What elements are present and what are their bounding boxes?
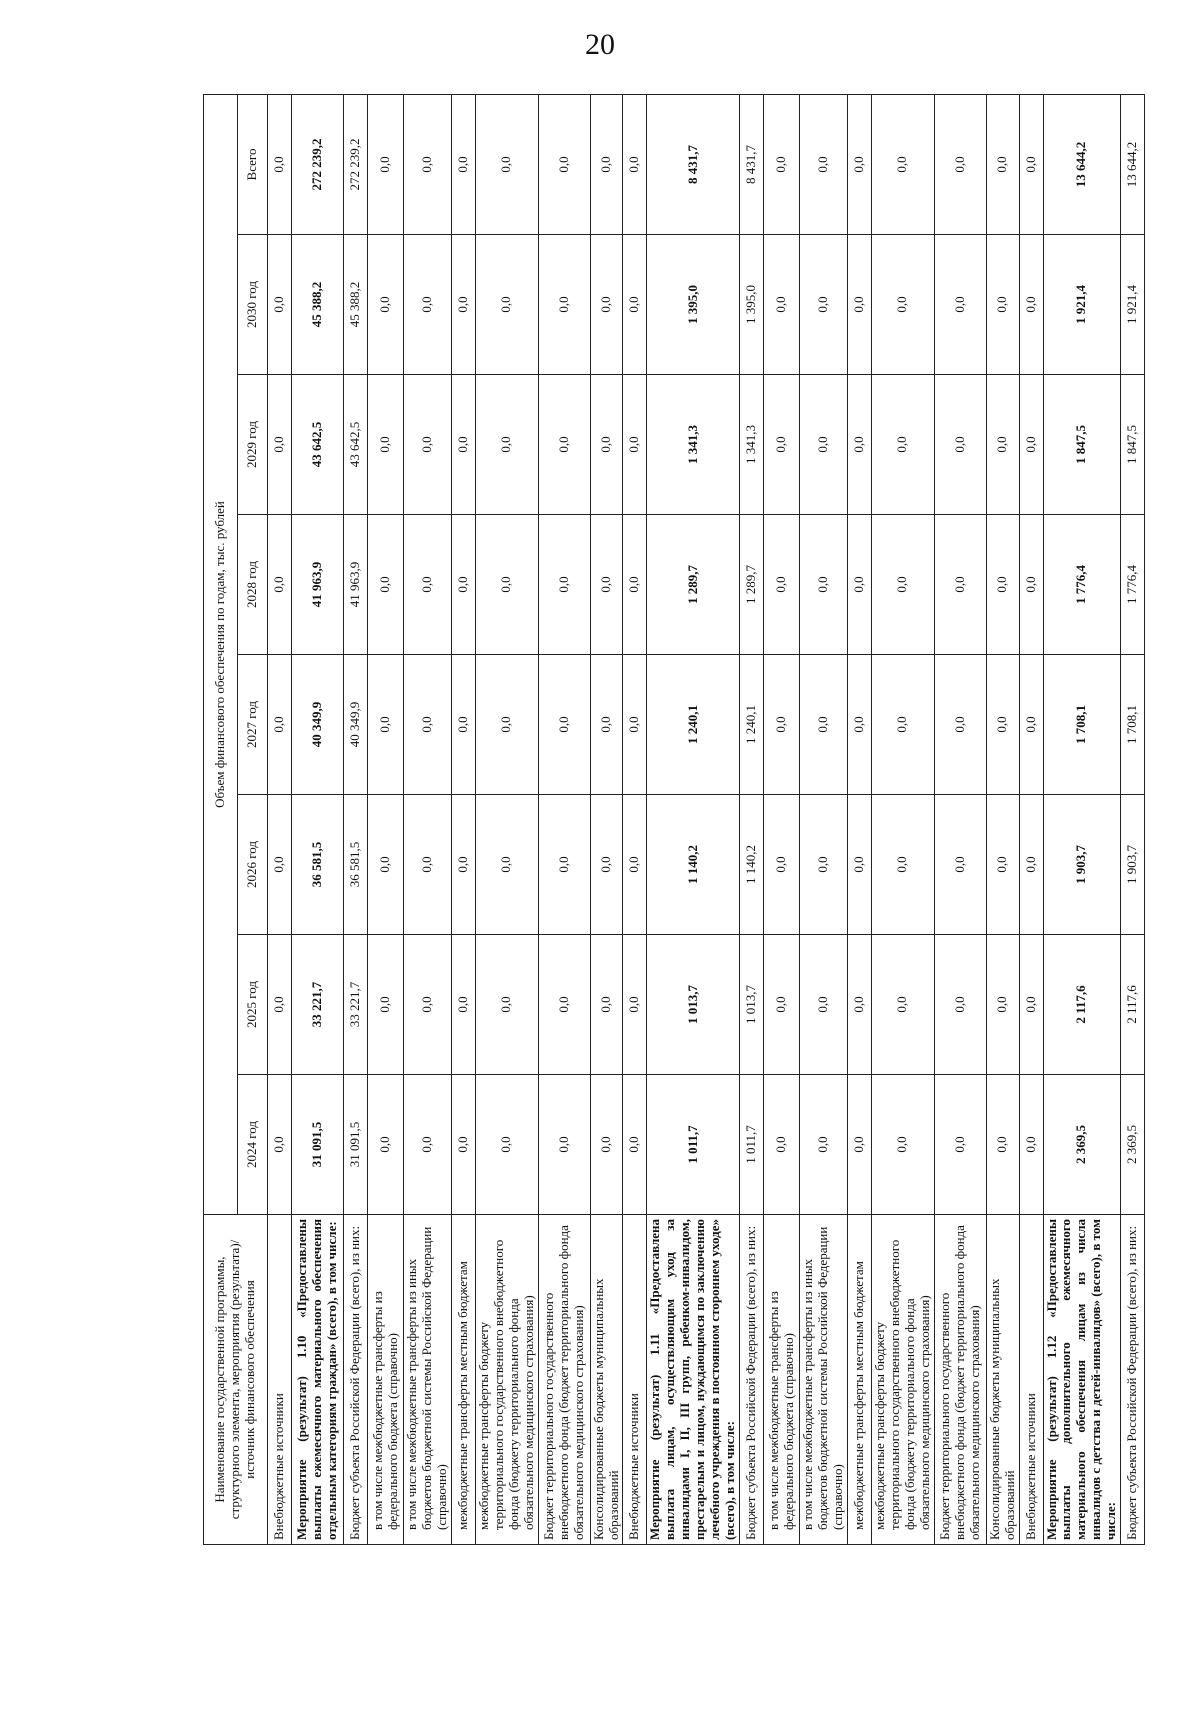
cell-value: 1 395,0 bbox=[740, 235, 764, 375]
cell-value: 0,0 bbox=[623, 235, 647, 375]
cell-value: 1 903,7 bbox=[1043, 795, 1121, 935]
cell-total: 0,0 bbox=[847, 94, 871, 234]
cell-total: 0,0 bbox=[871, 94, 934, 234]
table-row bbox=[344, 94, 368, 1544]
table-row bbox=[740, 94, 764, 1544]
header-group: Объем финансового обеспечения по годам, тыс. рублей bbox=[204, 94, 238, 1214]
cell-value: 0,0 bbox=[404, 375, 452, 515]
cell-value: 1 708,1 bbox=[1043, 655, 1121, 795]
cell-value: 0,0 bbox=[538, 795, 590, 935]
cell-total: 272 239,2 bbox=[292, 94, 344, 234]
cell-value: 0,0 bbox=[590, 795, 623, 935]
cell-value: 0,0 bbox=[368, 515, 404, 655]
row-label: Внебюджетные источники bbox=[1019, 1215, 1043, 1545]
cell-value: 1 011,7 bbox=[740, 1075, 764, 1215]
cell-value: 0,0 bbox=[538, 655, 590, 795]
cell-value: 0,0 bbox=[268, 1075, 292, 1215]
cell-value: 1 289,7 bbox=[647, 515, 740, 655]
cell-value: 0,0 bbox=[847, 795, 871, 935]
cell-value: 1 011,7 bbox=[647, 1075, 740, 1215]
cell-value: 0,0 bbox=[847, 235, 871, 375]
cell-value: 0,0 bbox=[451, 795, 475, 935]
cell-total: 0,0 bbox=[590, 94, 623, 234]
row-label: Консолидированные бюджеты муниципальных образований bbox=[590, 1215, 623, 1545]
header-total: Всего bbox=[238, 94, 268, 234]
row-label: Бюджет территориального государственного внебюджетного фонда (бюджет территориального фонда обязательного медицинского страхования) bbox=[538, 1215, 590, 1545]
cell-value: 1 921,4 bbox=[1043, 235, 1121, 375]
cell-value: 0,0 bbox=[764, 1075, 800, 1215]
table-row bbox=[292, 94, 344, 1544]
cell-value: 0,0 bbox=[368, 375, 404, 515]
cell-value: 0,0 bbox=[934, 795, 986, 935]
table-row bbox=[268, 94, 292, 1544]
cell-value: 0,0 bbox=[268, 375, 292, 515]
cell-value: 0,0 bbox=[800, 935, 848, 1075]
table-row bbox=[590, 94, 623, 1544]
cell-value: 0,0 bbox=[986, 795, 1019, 935]
cell-value: 0,0 bbox=[764, 515, 800, 655]
row-label: Мероприятие (результат) 1.11 «Предоставлена выплата лицам, осуществляющим уход за инвалидами I, II, III групп, ребенком-инвалидом, престарелым и лицом, нуждающимся по заключению лечебного учреждения в постоянном стороннем уходе» (всего), в том числе: bbox=[647, 1215, 740, 1545]
cell-value: 1 395,0 bbox=[647, 235, 740, 375]
table-row bbox=[451, 94, 475, 1544]
cell-value: 0,0 bbox=[847, 1075, 871, 1215]
cell-value: 0,0 bbox=[590, 515, 623, 655]
cell-value: 0,0 bbox=[1019, 375, 1043, 515]
cell-value: 40 349,9 bbox=[292, 655, 344, 795]
cell-value: 45 388,2 bbox=[292, 235, 344, 375]
table-row bbox=[934, 94, 986, 1544]
cell-total: 0,0 bbox=[623, 94, 647, 234]
cell-value: 0,0 bbox=[590, 655, 623, 795]
cell-value: 0,0 bbox=[764, 375, 800, 515]
cell-value: 0,0 bbox=[800, 795, 848, 935]
cell-total: 0,0 bbox=[404, 94, 452, 234]
cell-value: 1 708,1 bbox=[1121, 655, 1145, 795]
cell-value: 0,0 bbox=[1019, 795, 1043, 935]
cell-value: 0,0 bbox=[986, 375, 1019, 515]
table-row bbox=[800, 94, 848, 1544]
cell-value: 1 289,7 bbox=[740, 515, 764, 655]
cell-value: 0,0 bbox=[764, 235, 800, 375]
table-row bbox=[871, 94, 934, 1544]
cell-value: 0,0 bbox=[871, 935, 934, 1075]
table-row bbox=[538, 94, 590, 1544]
cell-value: 0,0 bbox=[404, 515, 452, 655]
cell-value: 0,0 bbox=[268, 515, 292, 655]
cell-value: 0,0 bbox=[986, 235, 1019, 375]
cell-total: 0,0 bbox=[800, 94, 848, 234]
cell-value: 0,0 bbox=[986, 515, 1019, 655]
table-row bbox=[1121, 94, 1145, 1544]
row-label: межбюджетные трансферты местным бюджетам bbox=[847, 1215, 871, 1545]
cell-value: 0,0 bbox=[871, 655, 934, 795]
cell-value: 0,0 bbox=[404, 235, 452, 375]
table-row bbox=[623, 94, 647, 1544]
cell-value: 0,0 bbox=[934, 1075, 986, 1215]
cell-value: 0,0 bbox=[538, 235, 590, 375]
row-label: в том числе межбюджетные трансферты из федерального бюджета (справочно) bbox=[764, 1215, 800, 1545]
cell-value: 0,0 bbox=[1019, 655, 1043, 795]
cell-value: 0,0 bbox=[623, 655, 647, 795]
cell-value: 1 013,7 bbox=[740, 935, 764, 1075]
cell-value: 36 581,5 bbox=[344, 795, 368, 935]
cell-value: 1 140,2 bbox=[740, 795, 764, 935]
cell-value: 31 091,5 bbox=[344, 1075, 368, 1215]
cell-value: 0,0 bbox=[623, 795, 647, 935]
cell-value: 2 117,6 bbox=[1043, 935, 1121, 1075]
cell-value: 43 642,5 bbox=[292, 375, 344, 515]
row-label: в том числе межбюджетные трансферты из иных бюджетов бюджетной системы Российской Федерации (справочно) bbox=[800, 1215, 848, 1545]
cell-value: 2 369,5 bbox=[1121, 1075, 1145, 1215]
table-row bbox=[986, 94, 1019, 1544]
cell-value: 0,0 bbox=[268, 655, 292, 795]
cell-value: 0,0 bbox=[368, 935, 404, 1075]
cell-value: 0,0 bbox=[623, 375, 647, 515]
cell-value: 0,0 bbox=[451, 375, 475, 515]
cell-value: 0,0 bbox=[764, 655, 800, 795]
row-label: Мероприятие (результат) 1.10 «Предоставлены выплаты ежемесячного материального обеспечения отдельным категориям граждан» (всего), в том числе: bbox=[292, 1215, 344, 1545]
cell-value: 0,0 bbox=[268, 795, 292, 935]
table-body bbox=[268, 94, 1145, 1544]
cell-value: 0,0 bbox=[800, 655, 848, 795]
row-label: Мероприятие (результат) 1.12 «Предоставлены выплаты дополнительного ежемесячного материального обеспечения лицам из числа инвалидов с детства и детей-инвалидов» (всего), в том числе: bbox=[1043, 1215, 1121, 1545]
cell-value: 1 847,5 bbox=[1043, 375, 1121, 515]
cell-value: 45 388,2 bbox=[344, 235, 368, 375]
cell-value: 0,0 bbox=[871, 515, 934, 655]
cell-value: 0,0 bbox=[800, 515, 848, 655]
header-year: 2030 год bbox=[238, 235, 268, 375]
cell-total: 0,0 bbox=[451, 94, 475, 234]
cell-value: 1 776,4 bbox=[1121, 515, 1145, 655]
cell-value: 41 963,9 bbox=[292, 515, 344, 655]
table-row bbox=[368, 94, 404, 1544]
table-row bbox=[764, 94, 800, 1544]
cell-value: 1 140,2 bbox=[647, 795, 740, 935]
cell-value: 2 369,5 bbox=[1043, 1075, 1121, 1215]
cell-value: 0,0 bbox=[800, 375, 848, 515]
header-name: Наименование государственной программы, структурного элемента, мероприятия (результата)/источник финансового обеспечения bbox=[204, 1215, 268, 1545]
cell-value: 0,0 bbox=[934, 515, 986, 655]
cell-value: 0,0 bbox=[590, 935, 623, 1075]
cell-value: 0,0 bbox=[368, 235, 404, 375]
cell-value: 0,0 bbox=[368, 795, 404, 935]
cell-total: 8 431,7 bbox=[647, 94, 740, 234]
cell-value: 0,0 bbox=[623, 1075, 647, 1215]
cell-value: 0,0 bbox=[538, 375, 590, 515]
cell-total: 0,0 bbox=[934, 94, 986, 234]
cell-value: 0,0 bbox=[934, 655, 986, 795]
cell-value: 0,0 bbox=[475, 1075, 538, 1215]
cell-value: 0,0 bbox=[451, 655, 475, 795]
cell-value: 0,0 bbox=[986, 935, 1019, 1075]
cell-value: 41 963,9 bbox=[344, 515, 368, 655]
cell-value: 0,0 bbox=[847, 375, 871, 515]
cell-value: 0,0 bbox=[404, 655, 452, 795]
cell-value: 0,0 bbox=[475, 235, 538, 375]
cell-value: 0,0 bbox=[871, 375, 934, 515]
cell-value: 0,0 bbox=[800, 1075, 848, 1215]
cell-value: 0,0 bbox=[847, 655, 871, 795]
cell-value: 0,0 bbox=[871, 1075, 934, 1215]
cell-value: 0,0 bbox=[847, 935, 871, 1075]
header-year: 2024 год bbox=[238, 1075, 268, 1215]
row-label: межбюджетные трансферты бюджету территориального государственного внебюджетного фонда (бюджету территориального фонда обязательного медицинского страхования) bbox=[871, 1215, 934, 1545]
rotated-table-container bbox=[203, 95, 1140, 1545]
cell-value: 0,0 bbox=[871, 795, 934, 935]
row-label: Внебюджетные источники bbox=[268, 1215, 292, 1545]
header-year: 2028 год bbox=[238, 515, 268, 655]
row-label: в том числе межбюджетные трансферты из федерального бюджета (справочно) bbox=[368, 1215, 404, 1545]
row-label: Консолидированные бюджеты муниципальных образований bbox=[986, 1215, 1019, 1545]
cell-total: 13 644,2 bbox=[1043, 94, 1121, 234]
cell-value: 1 921,4 bbox=[1121, 235, 1145, 375]
cell-value: 0,0 bbox=[1019, 515, 1043, 655]
cell-value: 0,0 bbox=[451, 235, 475, 375]
cell-value: 43 642,5 bbox=[344, 375, 368, 515]
cell-value: 1 847,5 bbox=[1121, 375, 1145, 515]
cell-value: 0,0 bbox=[986, 1075, 1019, 1215]
cell-value: 36 581,5 bbox=[292, 795, 344, 935]
row-label: межбюджетные трансферты местным бюджетам bbox=[451, 1215, 475, 1545]
row-label: Бюджет субъекта Российской Федерации (всего), из них: bbox=[1121, 1215, 1145, 1545]
cell-total: 0,0 bbox=[538, 94, 590, 234]
row-label: Бюджет субъекта Российской Федерации (всего), из них: bbox=[344, 1215, 368, 1545]
cell-value: 0,0 bbox=[623, 515, 647, 655]
cell-total: 272 239,2 bbox=[344, 94, 368, 234]
cell-value: 0,0 bbox=[623, 935, 647, 1075]
cell-value: 0,0 bbox=[451, 935, 475, 1075]
cell-total: 0,0 bbox=[1019, 94, 1043, 234]
header-year: 2027 год bbox=[238, 655, 268, 795]
cell-value: 0,0 bbox=[475, 515, 538, 655]
page-number: 20 bbox=[585, 28, 615, 61]
cell-value: 0,0 bbox=[268, 935, 292, 1075]
cell-value: 0,0 bbox=[368, 1075, 404, 1215]
cell-value: 0,0 bbox=[800, 235, 848, 375]
cell-value: 0,0 bbox=[475, 655, 538, 795]
cell-value: 0,0 bbox=[1019, 935, 1043, 1075]
cell-value: 0,0 bbox=[764, 935, 800, 1075]
cell-total: 0,0 bbox=[764, 94, 800, 234]
cell-value: 0,0 bbox=[590, 375, 623, 515]
cell-total: 8 431,7 bbox=[740, 94, 764, 234]
table-row bbox=[1019, 94, 1043, 1544]
cell-value: 1 240,1 bbox=[647, 655, 740, 795]
cell-value: 0,0 bbox=[475, 795, 538, 935]
cell-value: 0,0 bbox=[368, 655, 404, 795]
cell-value: 0,0 bbox=[590, 235, 623, 375]
cell-value: 0,0 bbox=[1019, 1075, 1043, 1215]
cell-total: 13 644,2 bbox=[1121, 94, 1145, 234]
cell-value: 0,0 bbox=[404, 1075, 452, 1215]
table-row bbox=[647, 94, 740, 1544]
financing-table bbox=[203, 94, 1145, 1545]
header-year: 2026 год bbox=[238, 795, 268, 935]
cell-value: 0,0 bbox=[451, 1075, 475, 1215]
row-label: Бюджет субъекта Российской Федерации (всего), из них: bbox=[740, 1215, 764, 1545]
cell-value: 31 091,5 bbox=[292, 1075, 344, 1215]
row-label: Внебюджетные источники bbox=[623, 1215, 647, 1545]
cell-value: 1 013,7 bbox=[647, 935, 740, 1075]
cell-total: 0,0 bbox=[368, 94, 404, 234]
cell-value: 0,0 bbox=[934, 935, 986, 1075]
cell-value: 1 903,7 bbox=[1121, 795, 1145, 935]
row-label: межбюджетные трансферты бюджету территориального государственного внебюджетного фонда (бюджету территориального фонда обязательного медицинского страхования) bbox=[475, 1215, 538, 1545]
cell-value: 33 221,7 bbox=[344, 935, 368, 1075]
cell-value: 2 117,6 bbox=[1121, 935, 1145, 1075]
cell-value: 0,0 bbox=[590, 1075, 623, 1215]
row-label: в том числе межбюджетные трансферты из иных бюджетов бюджетной системы Российской Федерации (справочно) bbox=[404, 1215, 452, 1545]
table-row bbox=[404, 94, 452, 1544]
table-row bbox=[475, 94, 538, 1544]
header-year: 2029 год bbox=[238, 375, 268, 515]
cell-value: 0,0 bbox=[764, 795, 800, 935]
cell-total: 0,0 bbox=[986, 94, 1019, 234]
cell-value: 0,0 bbox=[538, 1075, 590, 1215]
cell-value: 1 776,4 bbox=[1043, 515, 1121, 655]
cell-value: 0,0 bbox=[847, 515, 871, 655]
cell-value: 1 240,1 bbox=[740, 655, 764, 795]
cell-value: 1 341,3 bbox=[647, 375, 740, 515]
cell-total: 0,0 bbox=[475, 94, 538, 234]
cell-value: 0,0 bbox=[538, 935, 590, 1075]
cell-value: 0,0 bbox=[451, 515, 475, 655]
cell-total: 0,0 bbox=[268, 94, 292, 234]
cell-value: 0,0 bbox=[934, 375, 986, 515]
cell-value: 33 221,7 bbox=[292, 935, 344, 1075]
header-year: 2025 год bbox=[238, 935, 268, 1075]
cell-value: 1 341,3 bbox=[740, 375, 764, 515]
cell-value: 0,0 bbox=[1019, 235, 1043, 375]
cell-value: 40 349,9 bbox=[344, 655, 368, 795]
table-row bbox=[1043, 94, 1121, 1544]
cell-value: 0,0 bbox=[268, 235, 292, 375]
cell-value: 0,0 bbox=[404, 795, 452, 935]
cell-value: 0,0 bbox=[538, 515, 590, 655]
cell-value: 0,0 bbox=[934, 235, 986, 375]
table-row bbox=[847, 94, 871, 1544]
cell-value: 0,0 bbox=[871, 235, 934, 375]
row-label: Бюджет территориального государственного внебюджетного фонда (бюджет территориального фонда обязательного медицинского страхования) bbox=[934, 1215, 986, 1545]
cell-value: 0,0 bbox=[475, 935, 538, 1075]
cell-value: 0,0 bbox=[986, 655, 1019, 795]
cell-value: 0,0 bbox=[404, 935, 452, 1075]
cell-value: 0,0 bbox=[475, 375, 538, 515]
